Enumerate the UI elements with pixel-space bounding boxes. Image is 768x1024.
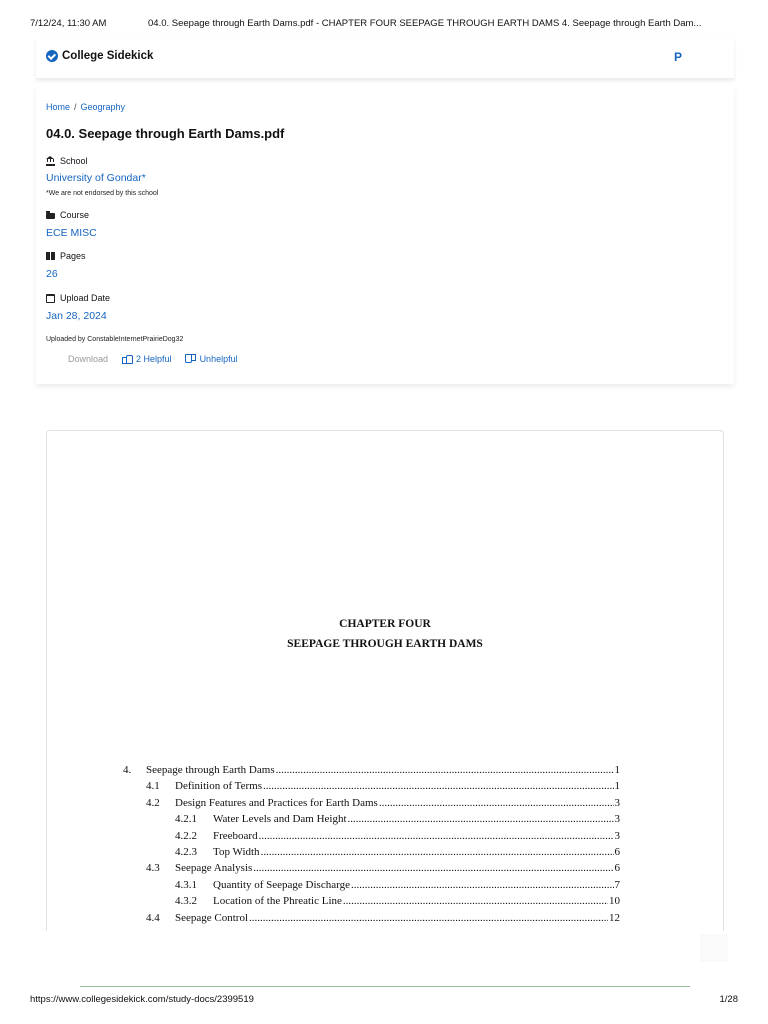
toc-leader-dots <box>263 780 613 792</box>
download-button[interactable]: Download <box>68 354 109 364</box>
toc-page-number: 3 <box>614 829 620 842</box>
calendar-icon <box>46 294 55 303</box>
toc-title: Seepage through Earth Dams <box>146 764 275 776</box>
toc-number: 4.2.2 <box>175 829 197 842</box>
toc-leader-dots <box>259 830 614 842</box>
course-label-text: Course <box>60 210 90 220</box>
toc-page-number: 1 <box>614 764 620 776</box>
toc-page-number: 3 <box>614 813 620 826</box>
toc-row <box>123 764 620 776</box>
toc-page-number: 6 <box>614 862 620 875</box>
profile-button[interactable]: P <box>673 50 682 64</box>
chapter-heading: CHAPTER FOUR <box>339 618 431 630</box>
toc-leader-dots <box>253 862 613 874</box>
shield-check-icon <box>46 50 58 62</box>
toc-title: Seepage Analysis <box>175 862 253 875</box>
pages-value: 26 <box>46 268 58 280</box>
upload-date-value: Jan 28, 2024 <box>46 310 107 322</box>
toc-leader-dots <box>379 797 614 809</box>
toc-number: 4.3 <box>146 862 160 875</box>
document-actions <box>68 354 238 364</box>
toc-row <box>175 846 620 858</box>
toc-row <box>175 830 620 842</box>
toc-page-number: 7 <box>614 878 620 891</box>
unhelpful-button[interactable] <box>186 354 238 364</box>
course-link[interactable]: ECE MISC <box>46 227 97 239</box>
toc-page-number: 12 <box>609 911 620 924</box>
document-preview[interactable] <box>46 430 724 931</box>
toc-title: Freeboard <box>213 829 258 842</box>
toc-number: 4. <box>123 764 132 776</box>
toc-number: 4.3.1 <box>175 878 197 891</box>
print-header <box>0 18 768 32</box>
page-title: 04.0. Seepage through Earth Dams.pdf <box>46 126 285 141</box>
toc-page-number: 1 <box>614 780 620 793</box>
toc-page-number: 3 <box>614 796 620 809</box>
thumbs-up-icon <box>122 354 132 364</box>
thumbs-down-icon <box>186 354 196 364</box>
footer-divider <box>80 986 690 987</box>
upload-date-label <box>46 293 110 303</box>
toc-number: 4.1 <box>146 780 160 793</box>
site-header <box>36 38 734 79</box>
pages-label <box>46 251 86 261</box>
upload-label-text: Upload Date <box>60 293 111 303</box>
toc-number: 4.4 <box>146 911 160 924</box>
toc-row <box>146 797 620 809</box>
document-info-panel <box>36 86 734 384</box>
folder-icon <box>46 213 55 219</box>
pages-label-text: Pages <box>60 251 86 261</box>
toc-leader-dots <box>348 813 614 825</box>
toc-leader-dots <box>249 912 608 924</box>
print-page-number: 1/28 <box>719 994 738 1005</box>
toc-title: Design Features and Practices for Earth Dams <box>175 796 378 809</box>
school-label-text: School <box>60 156 88 166</box>
toc-title: Definition of Terms <box>175 780 263 793</box>
book-icon <box>46 252 55 260</box>
school-link[interactable]: University of Gondar* <box>46 172 146 184</box>
toc-row <box>175 813 620 825</box>
uploader-text: Uploaded by ConstableInternetPrairieDog32 <box>46 336 184 343</box>
breadcrumb-separator: / <box>74 102 77 112</box>
toc-leader-dots <box>261 846 614 858</box>
print-url: https://www.collegesidekick.com/study-docs/2399519 <box>30 994 254 1005</box>
school-label <box>46 156 88 166</box>
toc-number: 4.2 <box>146 796 160 809</box>
school-icon <box>46 156 55 166</box>
toc-title: Top Width <box>213 846 260 858</box>
toc-page-number: 10 <box>609 895 620 908</box>
toc-title: Water Levels and Dam Height <box>213 813 347 826</box>
toc-leader-dots <box>276 764 614 776</box>
toc-number: 4.3.2 <box>175 895 197 908</box>
toc-row <box>175 879 620 891</box>
breadcrumb-home[interactable]: Home <box>46 102 71 112</box>
helpful-label: 2 Helpful <box>136 354 172 364</box>
course-label <box>46 210 89 220</box>
toc-title: Quantity of Seepage Discharge <box>213 878 350 891</box>
logo-text: College Sidekick <box>62 50 154 62</box>
toc-number: 4.2.1 <box>175 813 197 826</box>
breadcrumb-geography[interactable]: Geography <box>80 102 126 112</box>
helpful-button[interactable] <box>122 354 172 364</box>
toc-title: Seepage Control <box>175 911 249 924</box>
toc-number: 4.2.3 <box>175 846 197 858</box>
print-datetime: 7/12/24, 11:30 AM <box>30 18 107 29</box>
unhelpful-label: Unhelpful <box>199 354 238 364</box>
breadcrumb <box>46 102 125 112</box>
site-logo[interactable] <box>46 50 153 62</box>
school-note: *We are not endorsed by this school <box>46 190 159 197</box>
toc-row <box>146 912 620 924</box>
scroll-to-top-button[interactable] <box>700 934 728 962</box>
chapter-subheading: SEEPAGE THROUGH EARTH DAMS <box>287 638 483 650</box>
print-document-title: 04.0. Seepage through Earth Dams.pdf - CHAPTER FOUR SEEPAGE THROUGH EARTH DAMS 4. Seepage through Earth Dam... <box>148 18 702 29</box>
toc-page-number: 6 <box>614 846 620 858</box>
toc-row <box>175 895 620 907</box>
toc-leader-dots <box>343 895 608 907</box>
toc-row <box>146 862 620 874</box>
toc-row <box>146 780 620 792</box>
toc-title: Location of the Phreatic Line <box>213 895 342 908</box>
toc-leader-dots <box>351 879 614 891</box>
